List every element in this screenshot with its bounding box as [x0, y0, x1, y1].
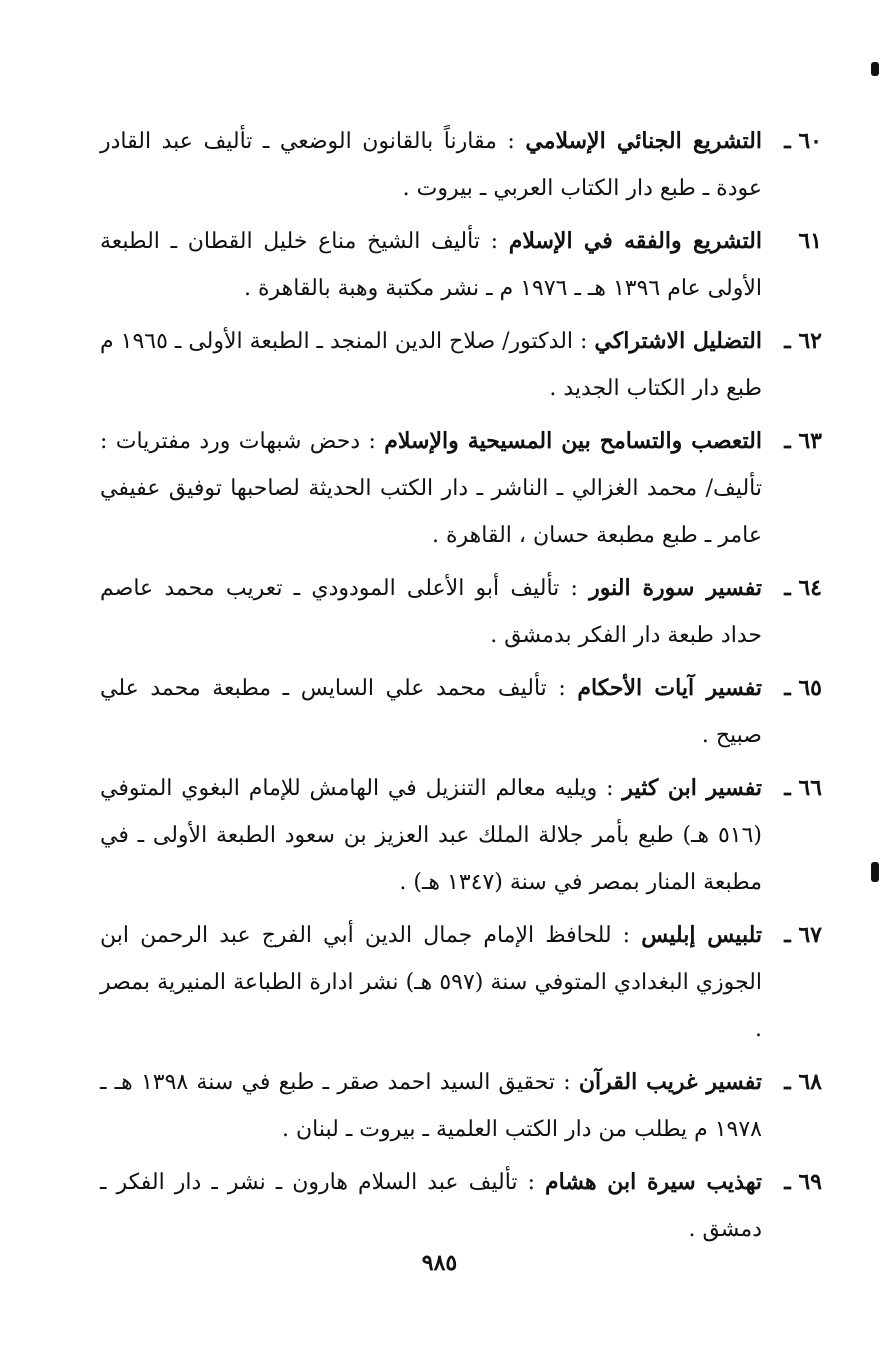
- entry-number: ٦٨ ـ: [784, 1069, 822, 1095]
- bibliography-entry: [100, 318, 822, 412]
- entry-body: [100, 576, 762, 648]
- entry-body: [100, 429, 762, 548]
- bibliography-entry: [100, 1159, 822, 1253]
- entry-details: : تأليف الشيخ مناع خليل القطان ـ الطبعة الأولى عام ١٣٩٦ هـ ـ ١٩٧٦ م ـ نشر مكتبة وهبة بالقاهرة .: [100, 229, 762, 301]
- entry-number: ٦٩ ـ: [784, 1169, 822, 1195]
- page-number: ٩٨٥: [421, 1250, 458, 1276]
- entry-details: : تأليف محمد علي السايس ـ مطبعة محمد علي صبيح .: [100, 676, 762, 748]
- scan-edge-mark-bottom: [871, 862, 879, 882]
- entry-body: [100, 129, 762, 201]
- entry-title: تهذيب سيرة ابن هشام: [545, 1169, 762, 1195]
- entry-title: التشريع والفقه في الإسلام: [508, 228, 762, 254]
- entry-details: : للحافظ الإمام جمال الدين أبي الفرج عبد الرحمن ابن الجوزي البغدادي المتوفي سنة (٥٩٧ هـ) نشر ادارة الطباعة المنيرية بمصر .: [100, 923, 762, 1042]
- entry-number: ٦٣ ـ: [784, 428, 822, 454]
- entry-number: ٦١: [798, 228, 822, 254]
- entry-title: تفسير سورة النور: [589, 575, 762, 601]
- entry-body: [100, 776, 762, 895]
- entry-body: [100, 229, 762, 301]
- bibliography-entry: [100, 565, 822, 659]
- entry-title: التشريع الجنائي الإسلامي: [525, 128, 762, 154]
- entry-details: : دحض شبهات ورد مفتريات : تأليف/ محمد الغزالي ـ الناشر ـ دار الكتب الحديثة لصاحبها توفيق عفيفي عامر ـ طبع مطبعة حسان ، القاهرة .: [100, 429, 762, 548]
- bibliography-entry: [100, 1059, 822, 1153]
- entry-details: : تحقيق السيد احمد صقر ـ طبع في سنة ١٣٩٨ هـ ـ ١٩٧٨ م يطلب من دار الكتب العلمية ـ بيروت ـ لبنان .: [100, 1070, 762, 1142]
- entry-details: : تأليف أبو الأعلى المودودي ـ تعريب محمد عاصم حداد طبعة دار الفكر بدمشق .: [100, 576, 762, 648]
- entry-details: : تأليف عبد السلام هارون ـ نشر ـ دار الفكر ـ دمشق .: [100, 1170, 762, 1242]
- entry-number: ٦٢ ـ: [784, 328, 822, 354]
- bibliography-entry: [100, 765, 822, 906]
- entry-body: [100, 1070, 762, 1142]
- entry-number: ٦٧ ـ: [784, 922, 822, 948]
- entry-title: تلبيس إبليس: [641, 922, 762, 948]
- entry-body: [100, 329, 762, 401]
- entry-title: التضليل الاشتراكي: [594, 328, 762, 354]
- bibliography-entry: [100, 118, 822, 212]
- scan-edge-mark-top: [871, 62, 879, 76]
- entry-body: [100, 1170, 762, 1242]
- entry-number: ٦٠ ـ: [784, 128, 822, 154]
- bibliography-entry: [100, 418, 822, 559]
- bibliography-entry: [100, 912, 822, 1053]
- bibliography-list: [100, 118, 822, 1259]
- entry-title: التعصب والتسامح بين المسيحية والإسلام: [384, 428, 762, 454]
- entry-number: ٦٦ ـ: [784, 775, 822, 801]
- entry-number: ٦٤ ـ: [784, 575, 822, 601]
- entry-details: : مقارناً بالقانون الوضعي ـ تأليف عبد القادر عودة ـ طبع دار الكتاب العربي ـ بيروت .: [100, 129, 762, 201]
- entry-body: [100, 676, 762, 748]
- entry-body: [100, 923, 762, 1042]
- entry-title: تفسير غريب القرآن: [578, 1069, 763, 1095]
- bibliography-entry: [100, 218, 822, 312]
- entry-details: : الدكتور/ صلاح الدين المنجد ـ الطبعة الأولى ـ ١٩٦٥ م طبع دار الكتاب الجديد .: [100, 329, 762, 401]
- entry-number: ٦٥ ـ: [784, 675, 822, 701]
- entry-details: : ويليه معالم التنزيل في الهامش للإمام البغوي المتوفي (٥١٦ هـ) طبع بأمر جلالة الملك عبد العزيز بن سعود الطبعة الأولى ـ في مطبعة المنار بمصر في سنة (١٣٤٧ هـ) .: [100, 776, 762, 895]
- bibliography-entry: [100, 665, 822, 759]
- entry-title: تفسير آيات الأحكام: [577, 675, 762, 701]
- entry-title: تفسير ابن كثير: [622, 775, 763, 801]
